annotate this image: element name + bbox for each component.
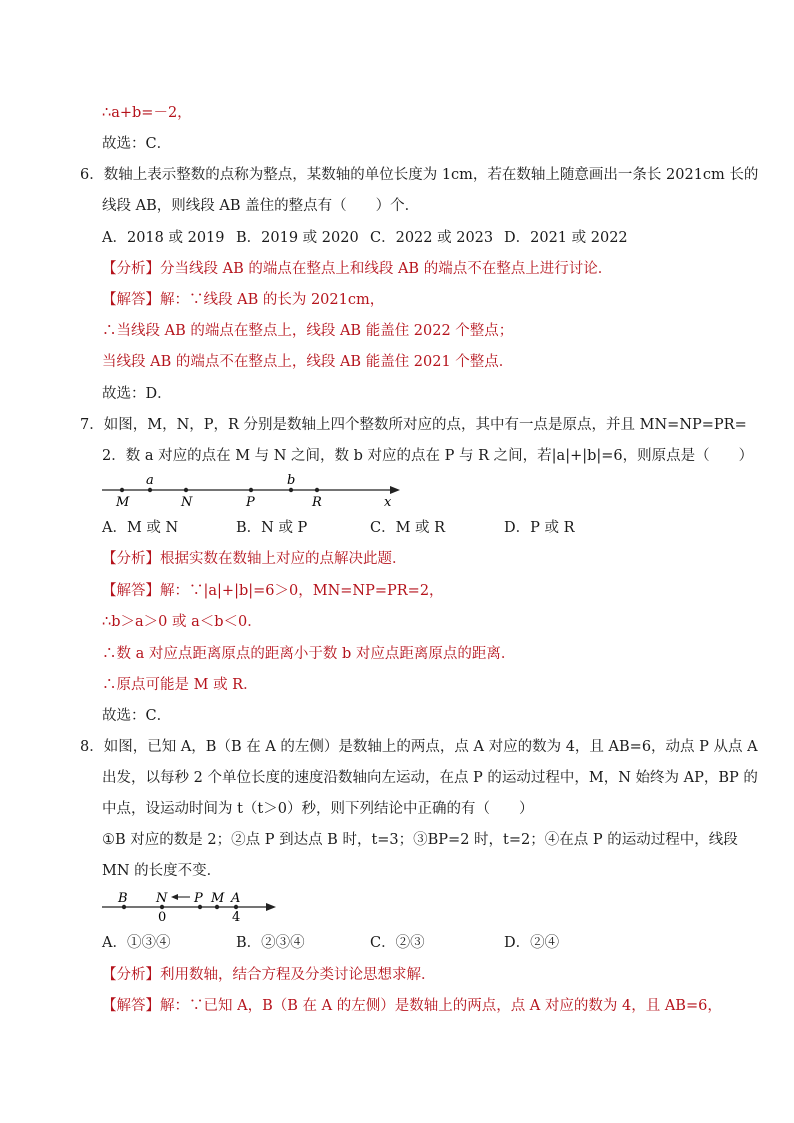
q8-analysis-tag: 【分析】 [102,967,160,983]
q8-label-p: P [194,891,203,906]
q7-point-m [120,488,124,492]
q8-stem-line5: MN 的长度不变． [102,863,222,879]
q6-analysis-text: 分当线段 AB 的端点在整点上和线段 AB 的端点不在整点上进行讨论． [160,261,613,277]
q7-option-c: C．M 或 R [370,520,446,536]
q8-answer-text: 解：∵已知 A，B（B 在 A 的左侧）是数轴上的两点，点 A 对应的数为 4，且 AB=6， [160,998,722,1014]
q7-answer-line1 [102,581,444,601]
q7-option-a: A．M 或 N [102,520,179,536]
q7-point-n [184,488,188,492]
prev-answer-line: ∴a+b=－2， [102,105,192,121]
q6-answer-text: 解：∵线段 AB 的长为 2021cm， [160,292,385,308]
q8-analysis-text: 利用数轴，结合方程及分类讨论思想求解． [160,967,436,983]
q7-options [102,518,638,538]
q6-option-c: C．2022 或 2023 [370,230,494,246]
q6-answer-line3: 当线段 AB 的端点不在整点上，线段 AB 能盖住 2021 个整点． [102,354,514,370]
q7-point-a [148,488,152,492]
q8-stem-line4: ①B 对应的数是 2；②点 P 到达点 B 时，t=3；③BP=2 时，t=2；④在点 P 的运动过程中，线段 [102,832,738,848]
q8-tick-4: 4 [232,910,241,924]
q7-answer-line4: ∴原点可能是 M 或 R． [102,677,258,693]
q6-option-b: B．2019 或 2020 [236,230,359,246]
q7-answer-tag: 【解答】 [102,583,160,599]
q8-options [102,933,638,953]
q7-label-m: M [116,495,130,510]
q8-label-b: B [118,891,128,906]
q7-choice: 故选：C． [102,708,172,724]
q7-point-p [249,488,253,492]
q8-number-line-figure [100,888,285,924]
q7-axis-arrow [390,486,400,494]
q6-stem-line1: 6．数轴上表示整数的点称为整点，某数轴的单位长度为 1cm，若在数轴上随意画出一条长 2021cm 长的 [80,167,759,183]
q6-stem-line2: 线段 AB，则线段 AB 盖住的整点有（ ）个． [102,198,420,214]
q6-answer-tag: 【解答】 [102,292,160,308]
q8-axis-arrow [266,903,276,911]
q6-option-d: D．2021 或 2022 [504,230,628,246]
q7-label-x: x [384,495,392,510]
q6-answer-line2: ∴当线段 AB 的端点在整点上，线段 AB 能盖住 2022 个整点； [102,323,514,339]
q8-label-m: M [211,891,225,906]
q7-label-p: P [246,495,255,510]
q7-label-a: a [146,474,154,488]
q6-options [102,228,638,248]
q8-analysis [102,965,436,985]
q7-number-line-figure [100,474,410,514]
q8-stem-line2: 出发，以每秒 2 个单位长度的速度沿数轴向左运动，在点 P 的运动过程中，M，N 始终为 AP，BP 的 [102,770,758,786]
q6-answer-line1 [102,290,384,310]
q7-point-r [315,488,319,492]
q6-option-a: A．2018 或 2019 [102,230,225,246]
q7-answer-line2: ∴b＞a＞0 或 a＜b＜0． [102,614,262,630]
q8-stem-line3: 中点，设运动时间为 t（t＞0）秒，则下列结论中正确的有（ ） [102,801,534,817]
q8-label-n: N [156,891,168,906]
q7-label-n: N [181,495,193,510]
q8-answer-line1 [102,996,722,1016]
q6-choice: 故选：D． [102,386,172,402]
q8-option-d: D．②④ [504,935,560,951]
q7-stem-line2: 2．数 a 对应的点在 M 与 N 之间，数 b 对应的点在 P 与 R 之间，若|a|+|b|=6，则原点是（ ） [102,448,754,464]
q8-motion-arrow-head [171,894,178,900]
q7-analysis [102,549,407,569]
q7-label-r: R [312,495,322,510]
q8-tick-0: 0 [158,910,167,924]
q7-option-b: B．N 或 P [236,520,308,536]
q8-option-b: B．②③④ [236,935,305,951]
prev-choice: 故选：C． [102,136,172,152]
q8-label-a: A [231,891,241,906]
q7-option-d: D．P 或 R [504,520,575,536]
q8-answer-tag: 【解答】 [102,998,160,1014]
q7-analysis-text: 根据实数在数轴上对应的点解决此题． [160,551,407,567]
q7-answer-line3: ∴数 a 对应点距离原点的距离小于数 b 对应点距离原点的距离． [102,646,516,662]
q8-option-c: C．②③ [370,935,425,951]
q8-option-a: A．①③④ [102,935,171,951]
q8-stem-line1: 8．如图，已知 A，B（B 在 A 的左侧）是数轴上的两点，点 A 对应的数为 4，且 AB=6，动点 P 从点 A [80,739,758,755]
q7-label-b: b [287,474,296,488]
q6-analysis [102,259,612,279]
q7-stem-line1: 7．如图，M，N，P，R 分别是数轴上四个整数所对应的点，其中有一点是原点，并且 MN=NP=PR= [80,417,747,433]
q7-analysis-tag: 【分析】 [102,551,160,567]
q7-answer-text: 解：∵|a|+|b|=6＞0，MN=NP=PR=2， [160,583,444,599]
q6-analysis-tag: 【分析】 [102,261,160,277]
q7-point-b [289,488,293,492]
